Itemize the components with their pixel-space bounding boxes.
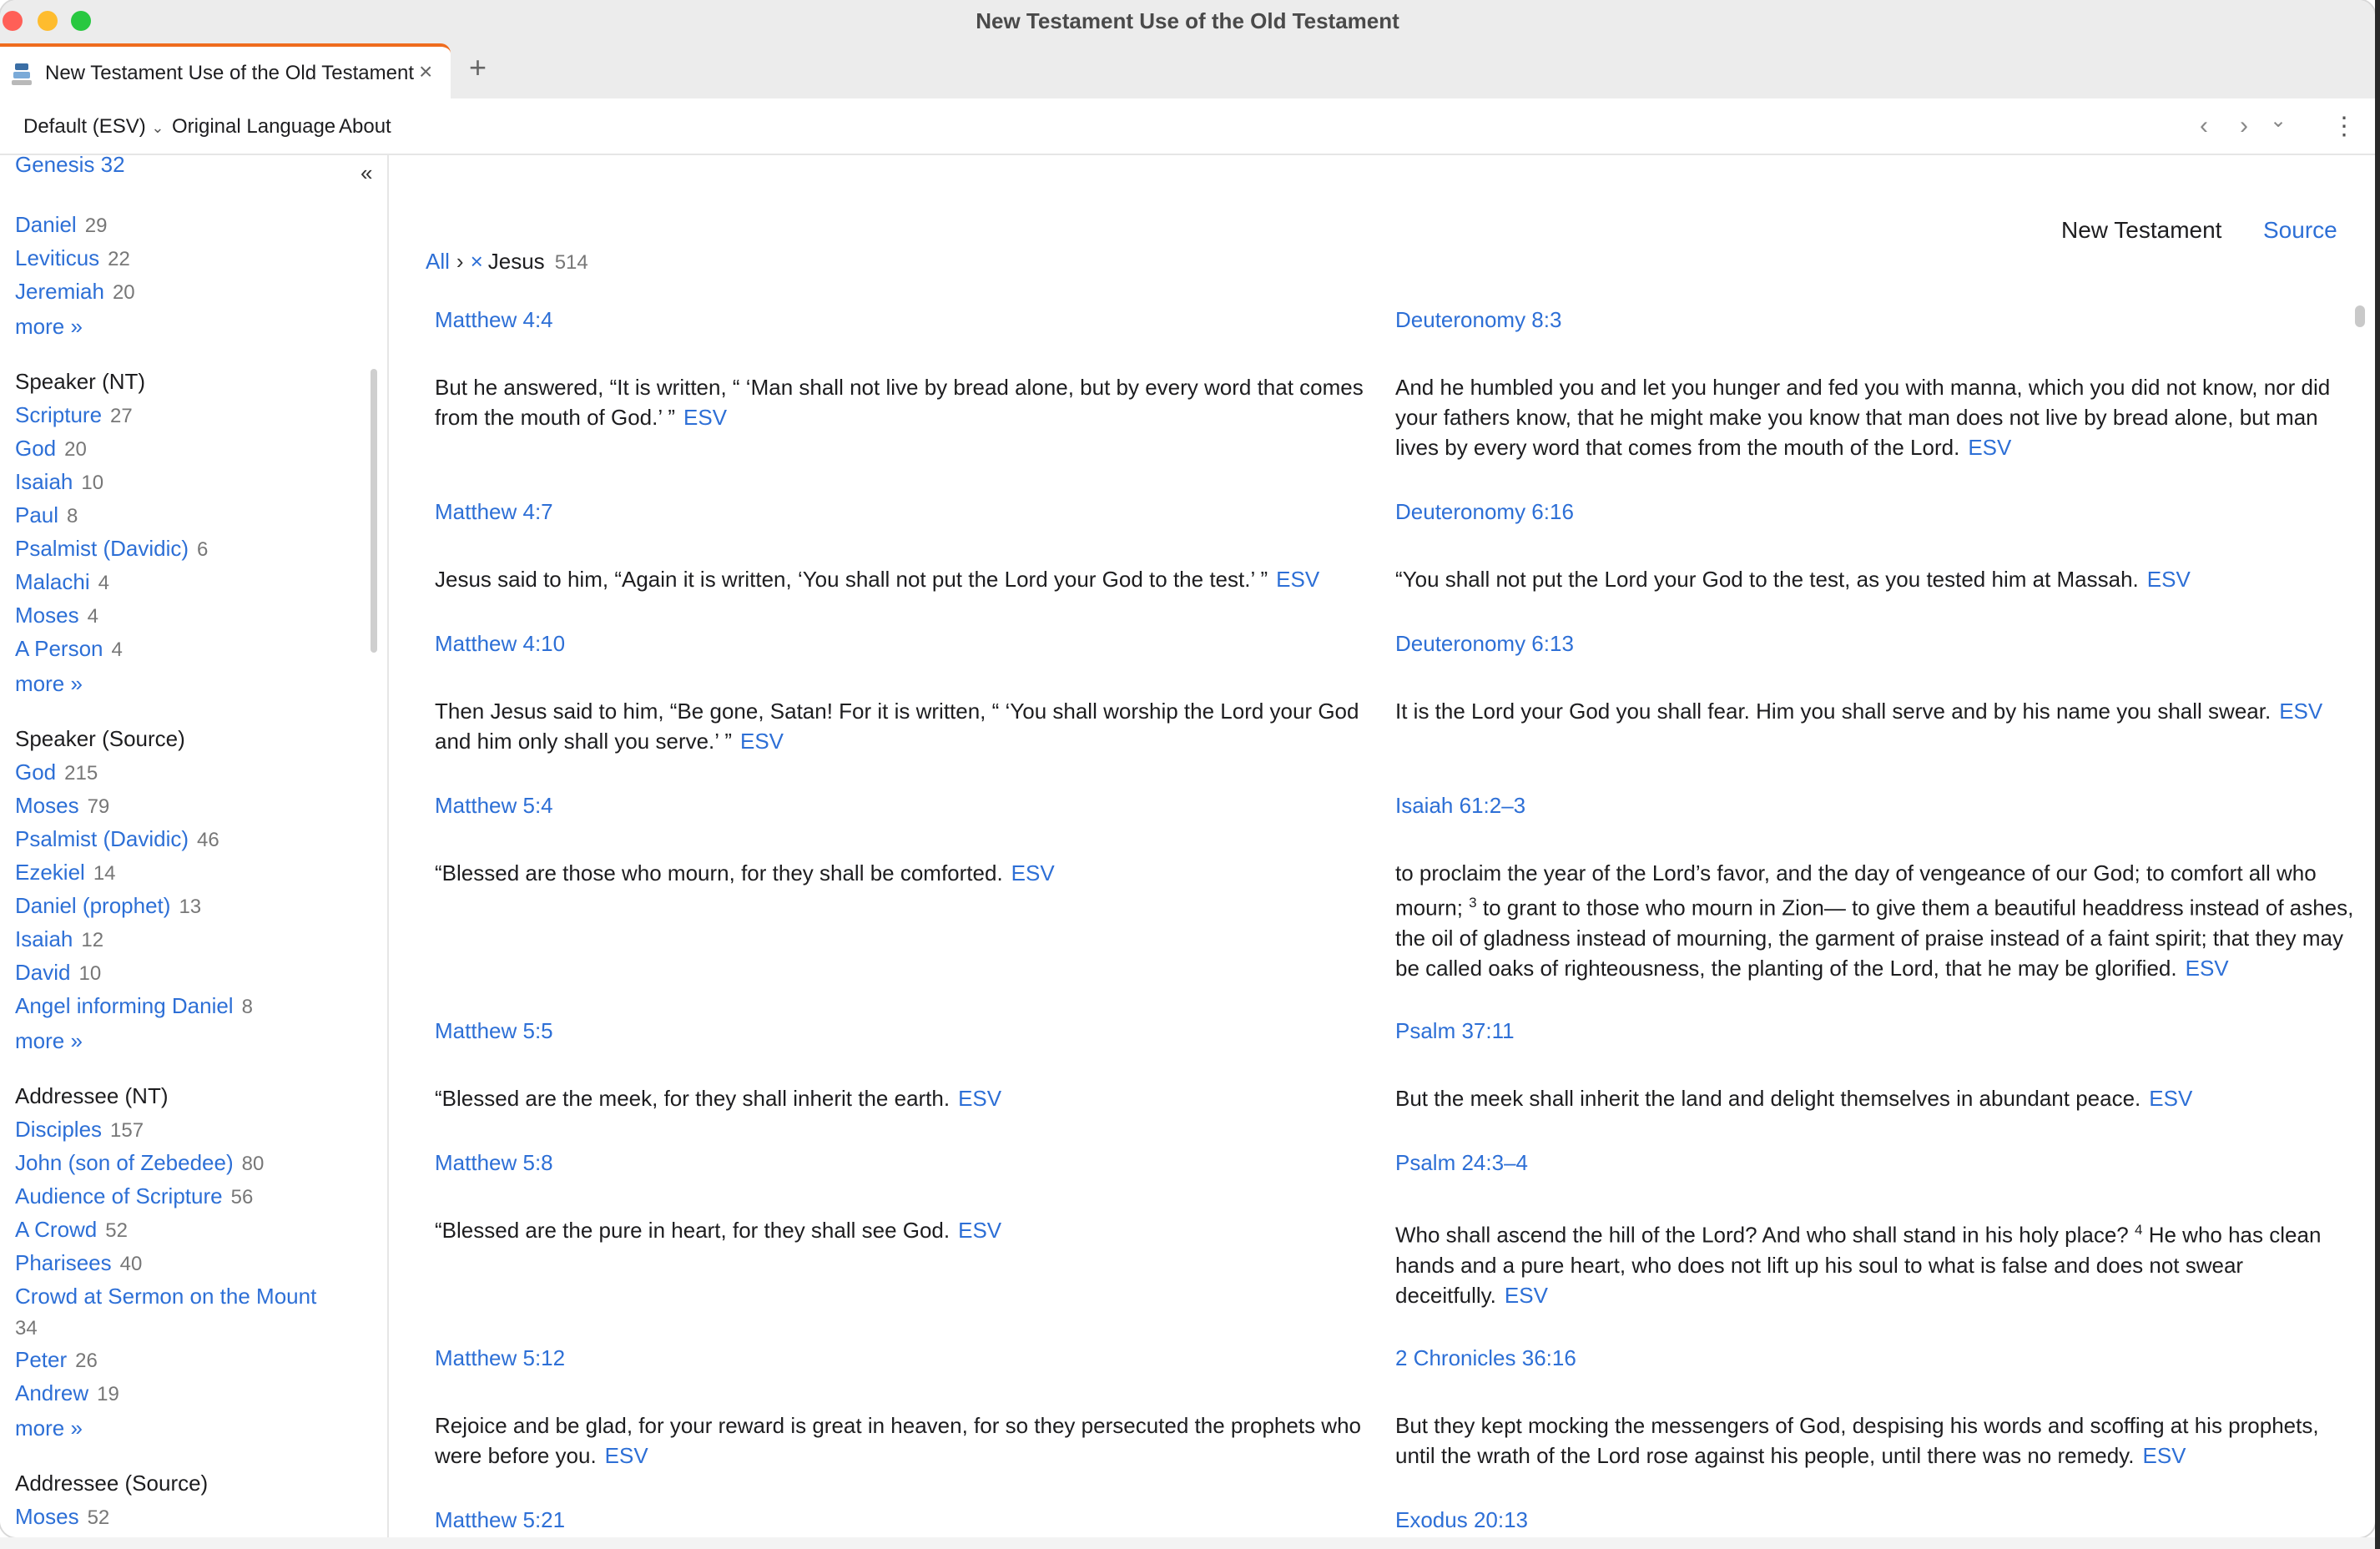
- nt-reference-link[interactable]: Matthew 4:10: [435, 631, 566, 656]
- facet-item[interactable]: Angel informing Daniel 8: [15, 993, 253, 1018]
- nt-reference-link[interactable]: Matthew 5:5: [435, 1018, 553, 1043]
- facet-item[interactable]: Daniel (prophet) 13: [15, 893, 202, 918]
- facet-item[interactable]: Paul 8: [15, 502, 78, 527]
- nt-reference-link[interactable]: Matthew 5:21: [435, 1507, 566, 1532]
- more-link[interactable]: more »: [15, 671, 83, 696]
- more-link[interactable]: more »: [15, 1028, 83, 1053]
- source-reference-link[interactable]: Psalm 37:11: [1395, 1018, 1515, 1043]
- results-scrollbar[interactable]: [2355, 305, 2365, 327]
- facet-heading: Addressee (NT): [15, 1083, 169, 1108]
- esv-link[interactable]: ESV: [1504, 1282, 1548, 1308]
- source-verse-text: But the meek shall inherit the land and delight themselves in abundant peace. ESV: [1395, 1086, 2193, 1111]
- esv-link[interactable]: ESV: [1276, 567, 1320, 592]
- toolbar: [0, 98, 2375, 155]
- tab-strip: [0, 43, 2375, 98]
- background-window-peek: [0, 1537, 2380, 1549]
- version-dropdown[interactable]: Default (ESV) ⌄: [23, 115, 164, 138]
- facet-item[interactable]: Daniel 29: [15, 212, 108, 237]
- facet-count: 34: [15, 1317, 38, 1340]
- tab-label: New Testament Use of the Old Testament: [45, 62, 414, 84]
- facet-heading: Speaker (Source): [15, 726, 185, 751]
- facet-item[interactable]: Isaiah 12: [15, 926, 104, 951]
- esv-link[interactable]: ESV: [1968, 435, 2012, 460]
- source-reference-link[interactable]: Deuteronomy 6:16: [1395, 499, 1574, 524]
- facet-item[interactable]: Moses 79: [15, 793, 110, 818]
- nt-verse-text: But he answered, “It is written, “ ‘Man shall not live by bread alone, but by every word that comes from the mouth of God.’ ” ESV: [435, 375, 1364, 430]
- facet-item[interactable]: Jeremiah 20: [15, 279, 135, 304]
- back-icon[interactable]: ‹: [2200, 112, 2208, 139]
- verse-number: 3: [1469, 895, 1477, 911]
- facet-item[interactable]: Disciples 157: [15, 1117, 144, 1142]
- esv-link[interactable]: ESV: [958, 1086, 1002, 1111]
- facet-heading: Addressee (Source): [15, 1471, 209, 1496]
- filter-label: Jesus: [487, 249, 545, 274]
- source-reference-link[interactable]: Deuteronomy 6:13: [1395, 631, 1574, 656]
- new-tab-button[interactable]: +: [469, 50, 487, 84]
- facet-item[interactable]: A Person 4: [15, 636, 123, 661]
- about-button[interactable]: About: [339, 115, 391, 138]
- facet-item[interactable]: God 20: [15, 436, 87, 461]
- breadcrumb-separator: ›: [456, 249, 464, 274]
- result-count: 514: [554, 251, 588, 274]
- nt-column-heading[interactable]: New Testament: [2061, 217, 2222, 243]
- source-verse-text: to proclaim the year of the Lord’s favor, and the day of vengeance of our God; to comfort all who mourn; $^3$ to grant to those who mourn in Zion— to give them a beautiful headdress instead of ashes, the oil of gladness instead of mourning, the garment of praise instead of a faint spirit; that they may be called oaks of righteousness, the planting of the Lord, that he may be glorified. ESV: [1395, 860, 2354, 981]
- esv-link[interactable]: ESV: [1011, 860, 1055, 886]
- facet-item[interactable]: John (son of Zebedee) 80: [15, 1150, 265, 1175]
- source-reference-link[interactable]: Isaiah 61:2–3: [1395, 793, 1526, 818]
- esv-link[interactable]: ESV: [958, 1218, 1002, 1243]
- facet-sidebar: [0, 155, 389, 1537]
- source-column-heading[interactable]: Source: [2263, 217, 2337, 243]
- more-options-icon[interactable]: ⋮: [2332, 113, 2357, 140]
- collapse-sidebar-icon[interactable]: «: [361, 160, 373, 185]
- facet-item[interactable]: Audience of Scripture 56: [15, 1183, 254, 1208]
- results-pane: [391, 155, 2375, 1537]
- source-verse-text: And he humbled you and let you hunger and fed you with manna, which you did not know, nor did your fathers know, that he might make you know that man does not live by bread alone, but man lives by every word that comes from the mouth of the Lord. ESV: [1395, 375, 2331, 460]
- facet-item[interactable]: Malachi 4: [15, 569, 109, 594]
- source-reference-link[interactable]: Exodus 20:13: [1395, 1507, 1529, 1532]
- original-language-button[interactable]: Original Language: [172, 115, 336, 138]
- esv-link[interactable]: ESV: [2185, 955, 2229, 981]
- verse-number: 4: [2135, 1222, 2143, 1238]
- breadcrumb-all[interactable]: All: [426, 249, 450, 274]
- more-link[interactable]: more »: [15, 1415, 83, 1441]
- source-verse-text: But they kept mocking the messengers of God, despising his words and scoffing at his prophets, until the wrath of the Lord rose against his people, until there was no remedy. ESV: [1395, 1413, 2319, 1468]
- nt-verse-text: Then Jesus said to him, “Be gone, Satan! For it is written, “ ‘You shall worship the Lord your God and him only shall you serve.’ ” ESV: [435, 699, 1359, 754]
- source-verse-text: It is the Lord your God you shall fear. Him you shall serve and by his name you shall swear. ESV: [1395, 699, 2323, 724]
- facet-item[interactable]: Ezekiel 14: [15, 860, 116, 885]
- title-bar: [0, 0, 2375, 43]
- tab-close-icon[interactable]: ×: [419, 58, 433, 84]
- tab-ntuot[interactable]: [0, 43, 451, 98]
- nt-reference-link[interactable]: Matthew 4:7: [435, 499, 553, 524]
- sidebar-scrollbar[interactable]: [371, 369, 377, 653]
- esv-link[interactable]: ESV: [683, 405, 728, 430]
- source-reference-link[interactable]: 2 Chronicles 36:16: [1395, 1345, 1576, 1370]
- source-verse-text: “You shall not put the Lord your God to the test, as you tested him at Massah. ESV: [1395, 567, 2191, 592]
- esv-link[interactable]: ESV: [2149, 1086, 2193, 1111]
- nt-reference-link[interactable]: Matthew 5:12: [435, 1345, 566, 1370]
- facet-item[interactable]: Isaiah 10: [15, 469, 104, 494]
- source-reference-link[interactable]: Psalm 24:3–4: [1395, 1150, 1528, 1175]
- esv-link[interactable]: ESV: [604, 1443, 648, 1468]
- window-title: New Testament Use of the Old Testament: [976, 8, 1399, 33]
- facet-item[interactable]: A Crowd 52: [15, 1217, 128, 1242]
- nt-verse-text: Rejoice and be glad, for your reward is great in heaven, for so they persecuted the prophets who were before you. ESV: [435, 1413, 1361, 1468]
- book-stack-icon: [12, 63, 32, 85]
- source-reference-link[interactable]: Deuteronomy 8:3: [1395, 307, 1562, 332]
- facet-item[interactable]: Psalmist (Davidic) 6: [15, 536, 209, 561]
- facet-item[interactable]: Moses 4: [15, 603, 98, 628]
- forward-icon[interactable]: ›: [2240, 112, 2248, 139]
- more-link[interactable]: more »: [15, 314, 83, 339]
- facet-item[interactable]: Pharisees 40: [15, 1250, 143, 1275]
- facet-item[interactable]: Psalmist (Davidic) 46: [15, 826, 219, 851]
- facet-item[interactable]: Leviticus 22: [15, 245, 130, 270]
- facet-item[interactable]: Peter 26: [15, 1347, 98, 1372]
- breadcrumb: [426, 249, 588, 275]
- facet-item[interactable]: God 215: [15, 759, 98, 785]
- nt-verse-text: “Blessed are the pure in heart, for they shall see God. ESV: [435, 1218, 1002, 1243]
- nt-reference-link[interactable]: Matthew 5:4: [435, 793, 553, 818]
- nt-reference-link[interactable]: Matthew 5:8: [435, 1150, 553, 1175]
- facet-item[interactable]: Moses 52: [15, 1504, 110, 1529]
- nt-reference-link[interactable]: Matthew 4:4: [435, 307, 553, 332]
- facet-item[interactable]: Crowd at Sermon on the Mount: [15, 1284, 317, 1309]
- esv-link[interactable]: ESV: [739, 729, 784, 754]
- esv-link[interactable]: ESV: [2146, 567, 2191, 592]
- source-verse-text: Who shall ascend the hill of the Lord? And who shall stand in his holy place? $^4$ He who has clean hands and a pure heart, who does not lift up his soul to what is false and does not swear deceitfully. ESV: [1395, 1222, 2322, 1308]
- chevron-down-icon: ⌄: [151, 119, 164, 136]
- facet-heading: Speaker (NT): [15, 369, 146, 394]
- nt-verse-text: Jesus said to him, “Again it is written, ‘You shall not put the Lord your God to the test.’ ” ESV: [435, 567, 1320, 592]
- facet-item[interactable]: Scripture 27: [15, 402, 133, 427]
- background-window-edge: [2375, 0, 2380, 1549]
- nt-verse-text: “Blessed are those who mourn, for they shall be comforted. ESV: [435, 860, 1055, 886]
- facet-item[interactable]: Andrew 19: [15, 1380, 119, 1405]
- esv-link[interactable]: ESV: [2142, 1443, 2186, 1468]
- history-chevron-icon[interactable]: ⌄: [2270, 109, 2287, 132]
- facet-item[interactable]: David 10: [15, 960, 102, 985]
- esv-link[interactable]: ESV: [2279, 699, 2323, 724]
- nt-verse-text: “Blessed are the meek, for they shall inherit the earth. ESV: [435, 1086, 1002, 1111]
- remove-filter-icon[interactable]: ×: [470, 249, 483, 274]
- facet-item[interactable]: Genesis 32: [15, 155, 125, 177]
